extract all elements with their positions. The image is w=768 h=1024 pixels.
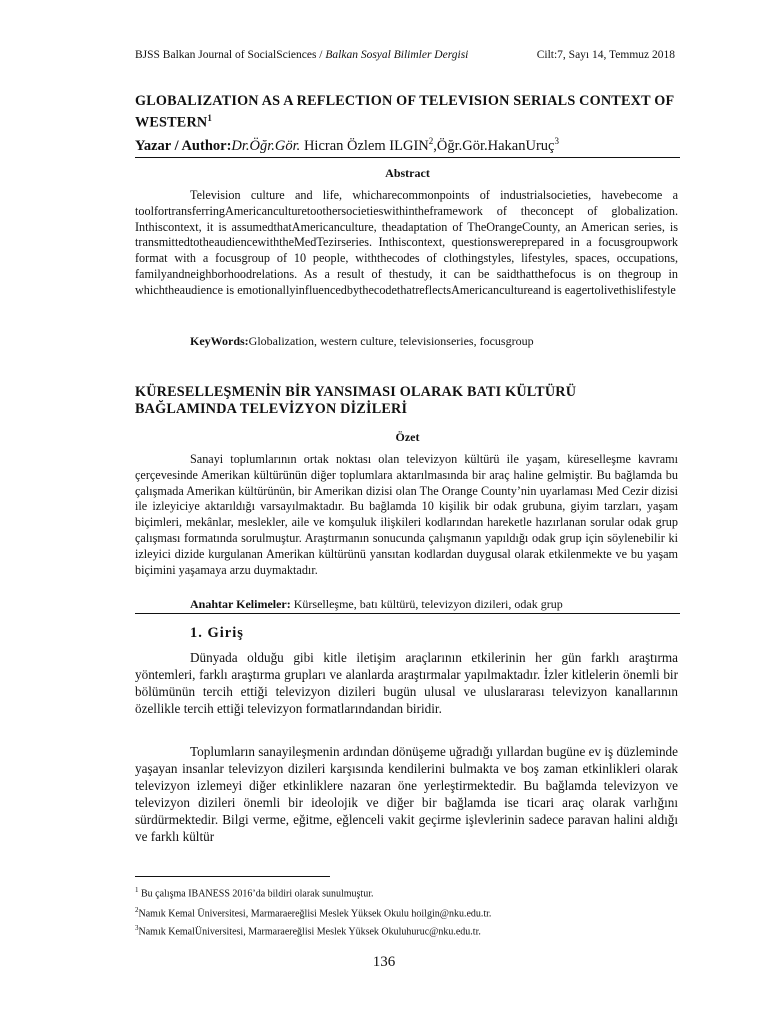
- ozet-heading: Özet: [395, 430, 420, 444]
- footnote-divider: [135, 876, 330, 877]
- abstract-text: Television culture and life, whicharecommonpoints of industrialsocieties, havebecome a toolfortransferringAmericanculturetoothersocietieswithintheframework of theconcept of globalization. Inthiscontext, it is assumedthatAmericanculture, theadaptation of TheOrangeCounty, an American series, is transmittedtotheaudiencewiththeMedTezirseries. Inthiscontext, questionswereprepared in a focusgroupwork format with a focusgroup of 10 people, withthecodes of clothingstyles, lifestyles, spaces, occupations, familyandneighborhoodrelations. As a result of thestudy, it can be saidthatthefocus is on thegroup in whichtheaudience is emotionallyinfluencedbythecodethatreflectsAmericancultureand is eagertolivethislifestyle: [135, 188, 678, 297]
- footnote-2: $^2$Namık Kemal Üniversitesi, Marmaraereğlisi Meslek Yüksek Okulu hoilgin@nku.edu.tr.: [135, 906, 492, 920]
- journal-name: BJSS Balkan Journal of SocialSciences / Balkan Sosyal Bilimler Dergisi: [135, 49, 469, 61]
- keywords-divider: [135, 613, 680, 614]
- footnote-3: $^3$Namık KemalÜniversitesi, Marmaraereğlisi Meslek Yüksek Okuluhuruc@nku.edu.tr.: [135, 924, 481, 938]
- keywords-en: KeyWords:Globalization, western culture, televisionseries, focusgroup: [190, 334, 534, 348]
- english-title: GLOBALIZATION AS A REFLECTION OF TELEVISION SERIALS CONTEXT OF WESTERN$^1$: [135, 93, 674, 131]
- ozet-text: Sanayi toplumlarının ortak noktası olan televizyon kültürü ile yaşam, küreselleşme kavramı çerçevesinde Amerikan kültürünün diğer toplumlara aktarılmasında bir araç haline gelmiştir. Bu bağlamda bu çalışmada Amerikan kültürünün, bir Amerikan dizisi olan The Orange County’nin uyarlaması Med Cezir dizisi ile izleyiciye aktarıldığı varsayılmaktadır. Bu bağlamda 10 kişilik bir odak grubuna, giyim tarzları, yaşam biçimleri, mekânlar, meslekler, aile ve komşuluk ilişkileri kodlarından hareketle hazırlanan sorular odak grup çalışması formatında sorulmuştur. Araştırmanın sonucunda çalışmanın yapıldığı odak grup için söylenebilir ki izleyici dizide kurgulanan Amerikan kültürünü yansıtan kodlardan duygusal olarak etkilenmekte ve bu yaşam biçimini yaşamaya arzu duymaktadır.: [135, 452, 678, 577]
- keywords-tr: Anahtar Kelimeler: Kürselleşme, batı kültürü, televizyon dizileri, odak grup: [190, 597, 563, 611]
- running-header: [135, 49, 675, 61]
- intro-paragraph-1: Dünyada olduğu gibi kitle iletişim araçlarının etkilerinin her gün farklı araştırma yöntemleri, farklı araştırma grupları ve alanlarda araştırmalar yapılmaktadır. İzler kitlelerin önemli bir bölümünün tercih ettiği televizyon dizileri bugün ulusal ve uluslararası televizyon kanallarının özellikle tercih ettiği televizyon formatlarındandan biridir.: [135, 650, 678, 716]
- footnote-1: $^1$ Bu çalışma IBANESS 2016’da bildiri olarak sunulmuştur.: [135, 886, 374, 900]
- author-line: Yazar / Author:Dr.Öğr.Gör. Hicran Özlem ILGIN$^2$,Öğr.Gör.HakanUruç$^3$: [135, 136, 559, 154]
- footnote-ref-1[interactable]: 1: [207, 113, 213, 123]
- author-divider: [135, 157, 680, 158]
- intro-paragraph-2: Toplumların sanayileşmenin ardından dönüşeme uğradığı yıllardan bugüne ev iş düzleminde yaşayan insanlar televizyon dizileri karşısında kendilerini bulmakta ve boş zaman etkinlikleri olarak televizyon izlemeyi diğer etkinliklere nazaran öne yerleştirmektedir. Bu bağlamda televizyon ve televizyon dizileri önemli bir ideolojik ve diğer bir bağlamda ise ticari araç olarak varlığını sürdürmektedir. Bilgi verme, eğitme, eğlenceli vakit geçirme işlevlerinin sadece paravan halini aldığı ve farklı kültür: [135, 744, 678, 844]
- volume-info: Cilt:7, Sayı 14, Temmuz 2018: [536, 49, 675, 61]
- abstract-heading: Abstract: [385, 166, 430, 180]
- intro-heading: 1. Giriş: [190, 625, 244, 641]
- turkish-title: KÜRESELLEŞMENİN BİR YANSIMASI OLARAK BATI KÜLTÜRÜ BAĞLAMINDA TELEVİZYON DİZİLERİ: [135, 384, 577, 417]
- page-number: 136: [372, 954, 396, 970]
